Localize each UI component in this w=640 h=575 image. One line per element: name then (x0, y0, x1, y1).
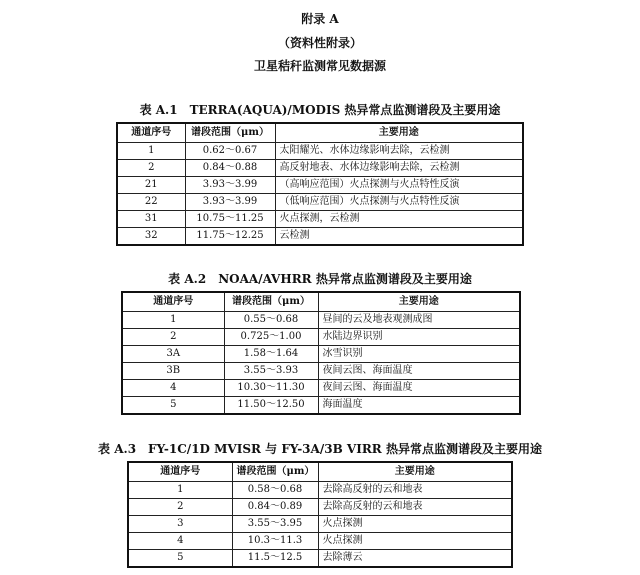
table-row (128, 482, 512, 499)
table-cell: 海面温度 (318, 397, 520, 415)
table-caption: 表 A.1 TERRA(AQUA)/MODIS 热异常点监测谱段及主要用途 (139, 103, 501, 117)
table-cell: 高反射地表、水体边缘影响去除，云检测 (275, 160, 523, 177)
table-cell: 火点探测，云检测 (275, 211, 523, 228)
column-header: 谱段范围（μm） (224, 292, 318, 312)
table-cell: （低响应范围）火点探测与火点特性反演 (275, 194, 523, 211)
table-row (122, 380, 520, 397)
table-cell: 火点探测 (318, 533, 512, 550)
appendix-note: （资料性附录） (277, 36, 362, 50)
column-header: 通道序号 (117, 123, 185, 143)
table-cell: 3.55～3.93 (224, 363, 318, 380)
table-cell: 0.55～0.68 (224, 312, 318, 329)
table-cell: 5 (122, 397, 224, 415)
table-cell: 0.725～1.00 (224, 329, 318, 346)
table-cell: 太阳耀光、水体边缘影响去除，云检测 (275, 143, 523, 160)
table-row (122, 329, 520, 346)
table-row (128, 516, 512, 533)
column-header: 主要用途 (275, 123, 523, 143)
table-cell: 21 (117, 177, 185, 194)
table-row (128, 550, 512, 568)
table-cell: 火点探测 (318, 516, 512, 533)
data-table (116, 122, 524, 246)
table-cell: 2 (128, 499, 232, 516)
page-title: 卫星秸秆监测常见数据源 (253, 59, 386, 73)
table-cell: 3B (122, 363, 224, 380)
table-cell: 夜间云图、海面温度 (318, 380, 520, 397)
table-cell: 11.50～12.50 (224, 397, 318, 415)
table-cell: 水陆边界识别 (318, 329, 520, 346)
table-row (122, 397, 520, 415)
table-cell: 1.58～1.64 (224, 346, 318, 363)
table-cell: 32 (117, 228, 185, 246)
table-header-row (117, 123, 523, 143)
table-cell: 0.62～0.67 (185, 143, 275, 160)
table-caption: 表 A.2 NOAA/AVHRR 热异常点监测谱段及主要用途 (168, 272, 472, 286)
table-cell: 22 (117, 194, 185, 211)
table-cell: 3 (128, 516, 232, 533)
table-header-row (128, 462, 512, 482)
table-cell: 3.93～3.99 (185, 177, 275, 194)
table-cell: 3.93～3.99 (185, 194, 275, 211)
data-table (127, 461, 513, 568)
column-header: 主要用途 (318, 462, 512, 482)
table-cell: 5 (128, 550, 232, 568)
table-row (117, 160, 523, 177)
column-header: 通道序号 (122, 292, 224, 312)
table-cell: 4 (128, 533, 232, 550)
table-cell: 2 (122, 329, 224, 346)
column-header: 通道序号 (128, 462, 232, 482)
table-cell: 0.58～0.68 (232, 482, 318, 499)
table-row (117, 228, 523, 246)
table-row (128, 533, 512, 550)
table-cell: 1 (128, 482, 232, 499)
table-row (117, 194, 523, 211)
appendix-label: 附录 A (301, 12, 339, 26)
table-cell: 31 (117, 211, 185, 228)
table-header-row (122, 292, 520, 312)
data-table (121, 291, 521, 415)
column-header: 主要用途 (318, 292, 520, 312)
table-caption: 表 A.3 FY-1C/1D MVISR 与 FY-3A/3B VIRR 热异常点监测谱段及主要用途 (98, 442, 542, 456)
table-cell: 10.30～11.30 (224, 380, 318, 397)
table-row (122, 363, 520, 380)
table-cell: 4 (122, 380, 224, 397)
table-cell: 2 (117, 160, 185, 177)
table-row (122, 312, 520, 329)
table-cell: 去除高反射的云和地表 (318, 482, 512, 499)
table-cell: 1 (122, 312, 224, 329)
table-cell: 10.75～11.25 (185, 211, 275, 228)
table-row (122, 346, 520, 363)
table-cell: 去除高反射的云和地表 (318, 499, 512, 516)
table-cell: 0.84～0.89 (232, 499, 318, 516)
table-cell: 去除薄云 (318, 550, 512, 568)
table-cell: 11.5～12.5 (232, 550, 318, 568)
table-row (117, 211, 523, 228)
table-cell: 1 (117, 143, 185, 160)
column-header: 谱段范围（μm） (232, 462, 318, 482)
table-row (117, 177, 523, 194)
column-header: 谱段范围（μm） (185, 123, 275, 143)
table-row (117, 143, 523, 160)
table-cell: 10.3～11.3 (232, 533, 318, 550)
table-cell: 夜间云图、海面温度 (318, 363, 520, 380)
table-row (128, 499, 512, 516)
table-cell: 3.55～3.95 (232, 516, 318, 533)
table-cell: 昼间的云及地表观测成图 (318, 312, 520, 329)
table-cell: （高响应范围）火点探测与火点特性反演 (275, 177, 523, 194)
table-cell: 冰雪识别 (318, 346, 520, 363)
table-cell: 11.75～12.25 (185, 228, 275, 246)
table-cell: 0.84～0.88 (185, 160, 275, 177)
table-cell: 云检测 (275, 228, 523, 246)
table-cell: 3A (122, 346, 224, 363)
